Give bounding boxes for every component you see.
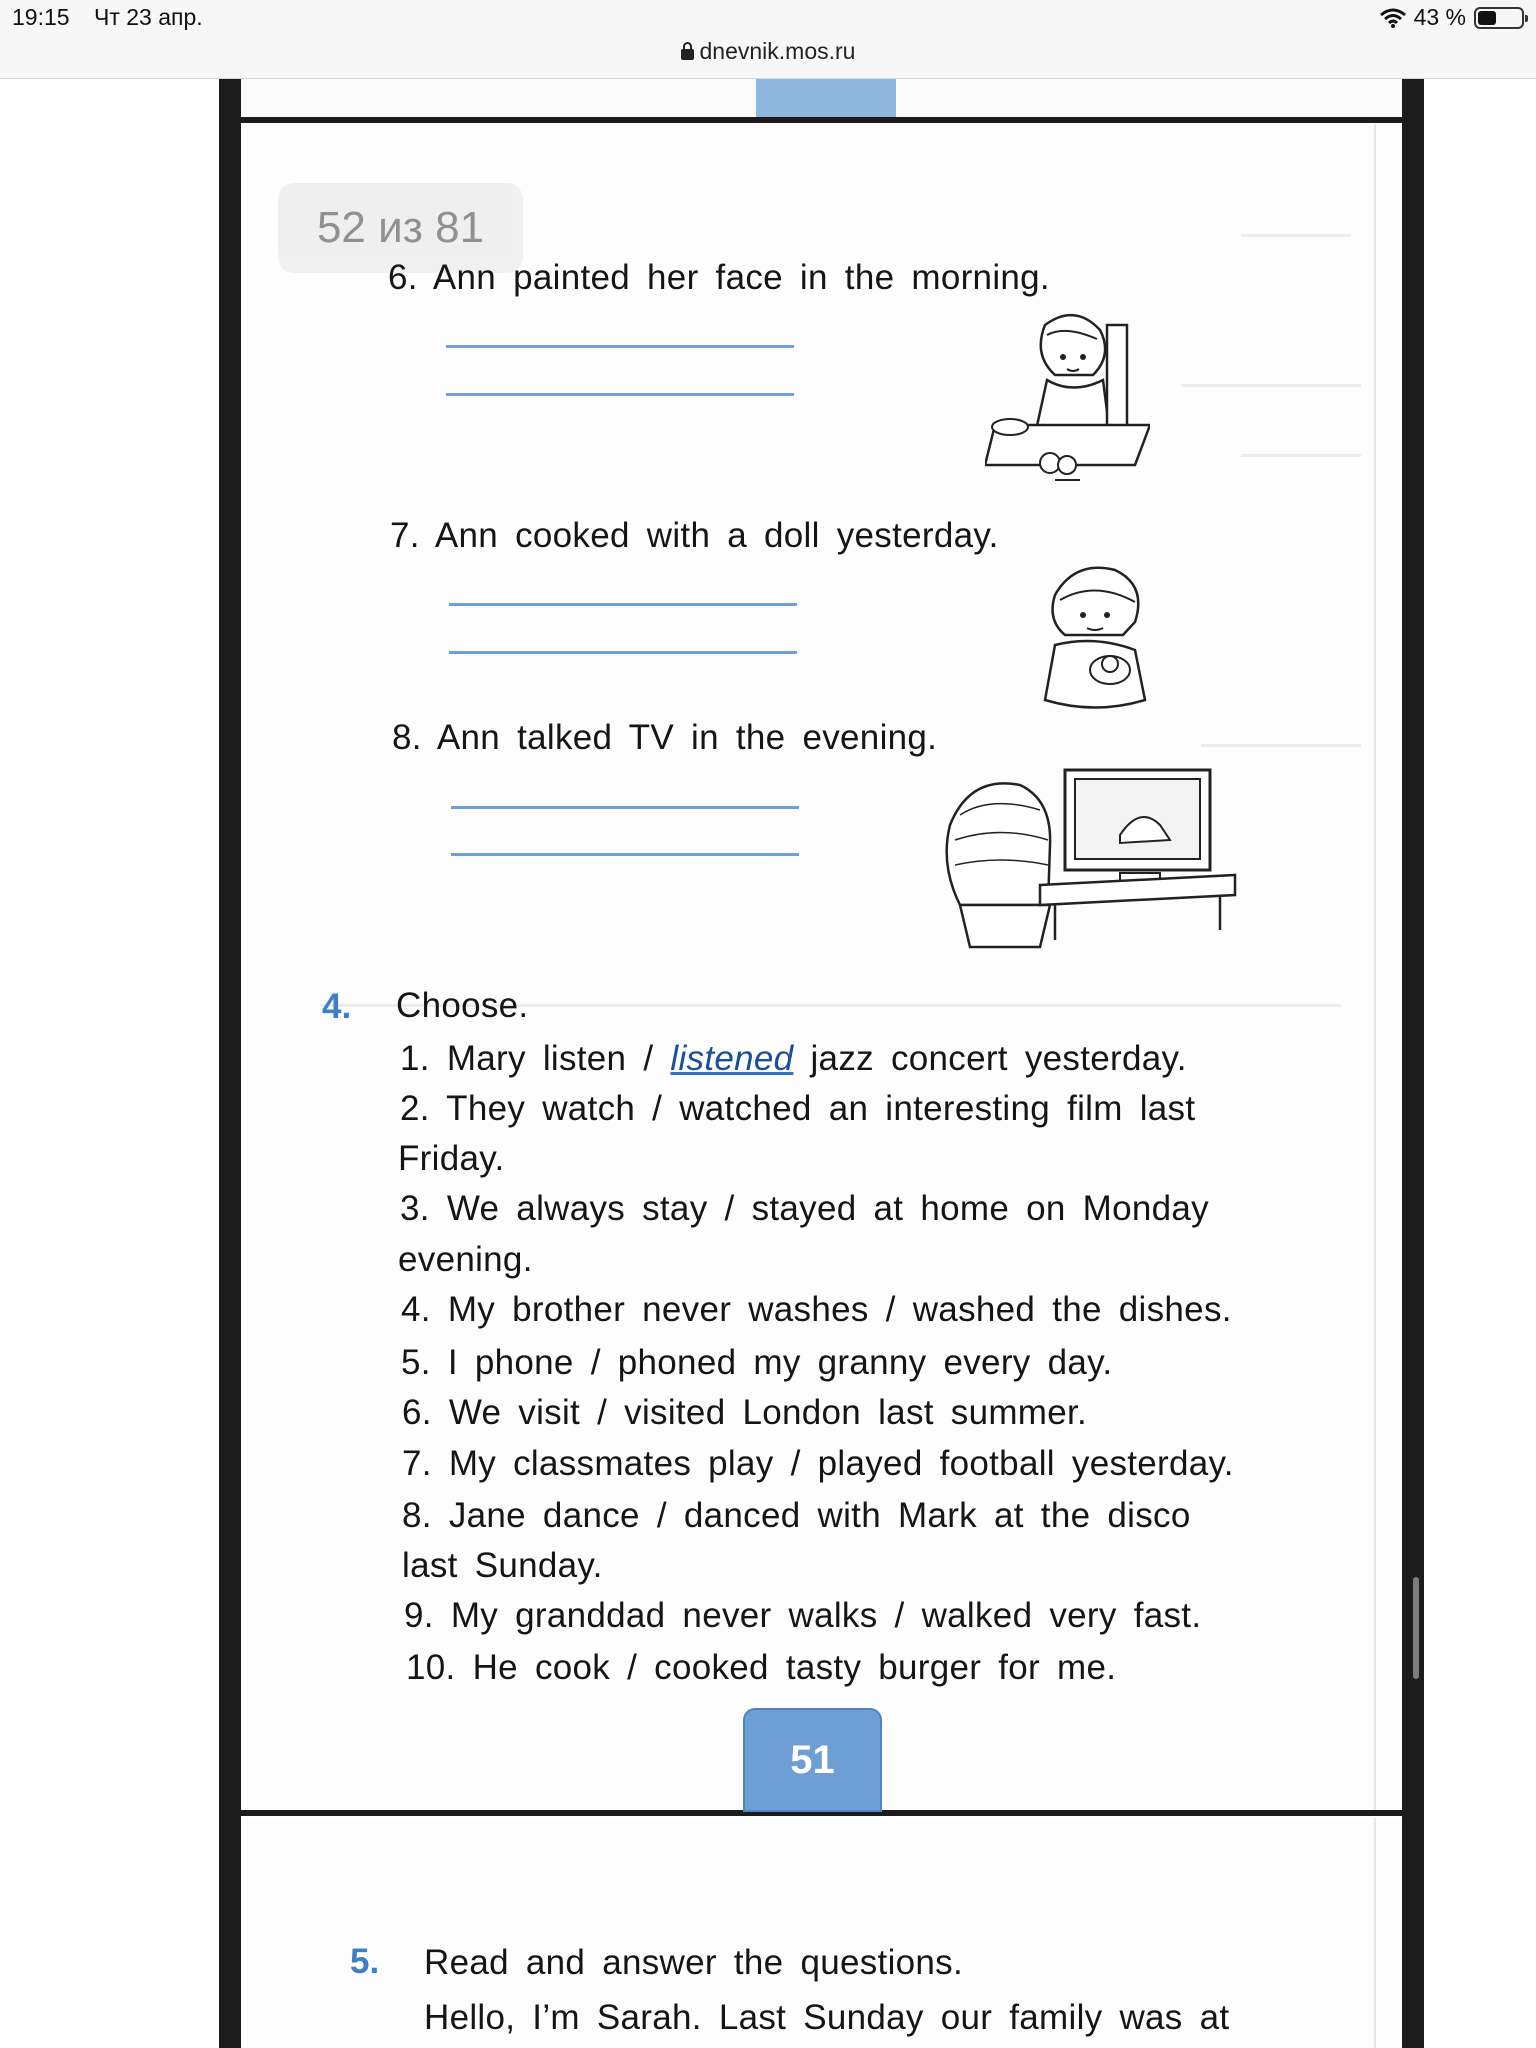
item-number: 8. (392, 718, 422, 757)
choose-item: 3. We always stay / stayed at home on Monday (400, 1189, 1209, 1228)
task-number: 4. (322, 987, 352, 1026)
answer-line[interactable] (451, 806, 799, 809)
bleed-through-line (1181, 384, 1361, 387)
page-separator (219, 117, 1424, 123)
url-text: dnevnik.mos.ru (699, 38, 856, 64)
scroll-indicator[interactable] (1413, 1577, 1419, 1679)
girl-watching-tv-illustration (940, 765, 1240, 950)
bleed-through-line (1241, 234, 1351, 237)
choose-item: 10. He cook / cooked tasty burger for me. (406, 1648, 1117, 1687)
exercise-item (392, 718, 937, 758)
url-bar[interactable] (0, 38, 1536, 65)
exercise-item (388, 258, 1050, 298)
girl-with-doll-illustration (1035, 560, 1155, 712)
choose-item (400, 1039, 1187, 1079)
page-number-tab: 51 (743, 1708, 882, 1812)
item-text: Ann talked TV in the evening. (436, 718, 938, 757)
item-number: 7. (390, 516, 420, 555)
item-text: Ann painted her face in the morning. (432, 258, 1050, 297)
choose-item: 7. My classmates play / played football yesterday. (402, 1444, 1234, 1483)
answer-line[interactable] (449, 651, 797, 654)
page-counter: 52 из 81 (278, 183, 523, 273)
answer-line[interactable] (446, 345, 794, 348)
choose-item: 4. My brother never washes / washed the dishes. (401, 1290, 1232, 1329)
bleed-through-line (1241, 454, 1361, 457)
previous-page-bottom (241, 79, 1402, 117)
wifi-icon (1380, 8, 1406, 28)
choose-item-continuation: evening. (398, 1240, 533, 1279)
lock-icon (681, 49, 694, 60)
page-edge-shadow (1374, 124, 1376, 1810)
battery-icon (1474, 7, 1524, 29)
item-number: 6. (388, 258, 418, 297)
viewer-frame-right (1402, 79, 1424, 2048)
answer-line[interactable] (449, 603, 797, 606)
choice-text: 1. Mary listen / (400, 1039, 654, 1078)
choose-item: 9. My granddad never walks / walked very fast. (404, 1596, 1202, 1635)
reading-text-line: Hello, I’m Sarah. Last Sunday our family was at (424, 1998, 1230, 2037)
choose-item: 5. I phone / phoned my granny every day. (401, 1343, 1113, 1382)
viewer-frame-left (219, 79, 241, 2048)
answer-line[interactable] (451, 853, 799, 856)
choose-item: 8. Jane dance / danced with Mark at the disco (402, 1496, 1191, 1535)
previous-page-number-tab (756, 79, 896, 117)
answer-choice[interactable]: listened (670, 1039, 794, 1078)
battery-percent: 43 % (1413, 4, 1466, 30)
bleed-through-line (1201, 744, 1361, 747)
choose-item: 6. We visit / visited London last summer. (402, 1393, 1088, 1432)
choose-item: 2. They watch / watched an interesting film last (400, 1089, 1196, 1128)
task-number: 5. (350, 1942, 380, 1981)
exercise-item (390, 516, 999, 556)
status-bar (0, 0, 1536, 79)
choose-item-continuation: last Sunday. (402, 1546, 603, 1585)
choice-text: jazz concert yesterday. (810, 1039, 1187, 1078)
task-title: Choose. (396, 986, 529, 1025)
answer-line[interactable] (446, 393, 794, 396)
item-text: Ann cooked with a doll yesterday. (434, 516, 999, 555)
status-time: 19:15 (12, 4, 70, 30)
task-title: Read and answer the questions. (424, 1943, 963, 1982)
choose-item-continuation: Friday. (398, 1139, 505, 1178)
status-date: Чт 23 апр. (94, 4, 203, 30)
girl-painting-face-illustration (985, 305, 1150, 490)
page-edge-shadow (1374, 1818, 1376, 2048)
status-right (1380, 4, 1524, 31)
